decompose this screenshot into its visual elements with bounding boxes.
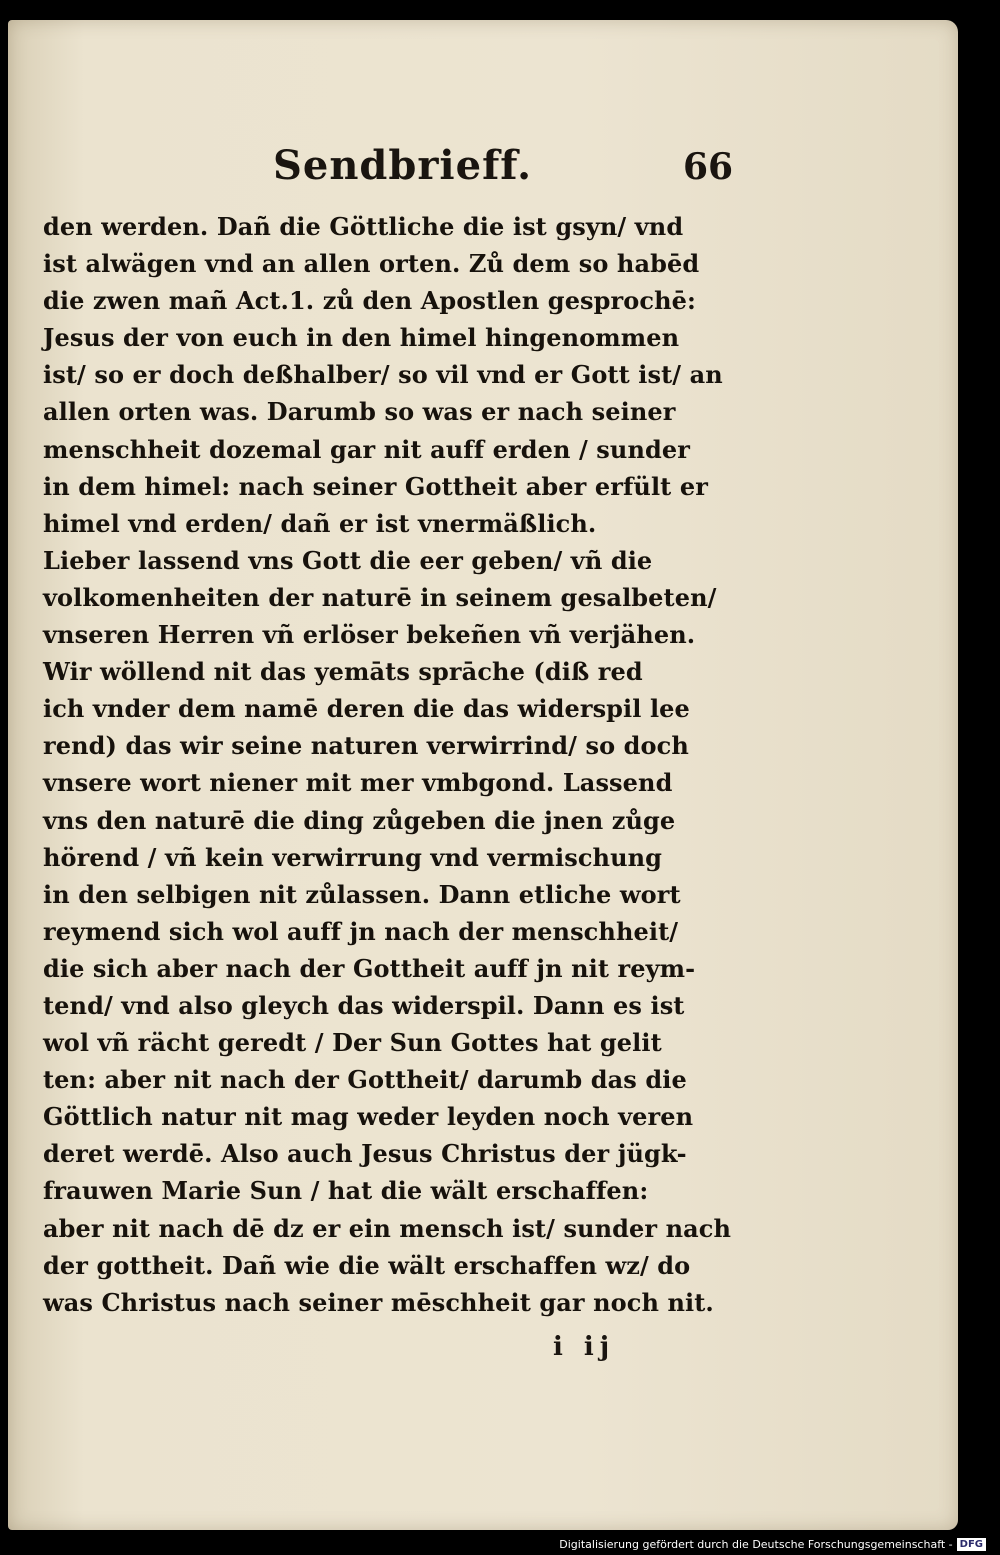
text-line: die zwen mañ Act.1. zů den Apostlen gesprochē:: [43, 286, 696, 316]
text-line: hörend / vñ kein verwirrung vnd vermischung: [43, 842, 663, 872]
signature-mark: i ij: [553, 1332, 616, 1362]
dfg-logo: DFG: [957, 1538, 986, 1551]
text-line: die sich aber nach der Gottheit auff jn nit reym-: [43, 953, 696, 983]
text-line: was Christus nach seiner mēschheit gar noch nit.: [43, 1287, 714, 1317]
page-number: 66: [683, 146, 734, 188]
text-line: ich vnder dem namē deren die das widerspil lee: [43, 694, 690, 724]
digitization-footer: [559, 1536, 986, 1552]
text-line: aber nit nach dē dz er ein mensch ist/ sunder nach: [43, 1213, 732, 1243]
running-head: Sendbrieff.: [273, 142, 532, 189]
text-line: ist/ so er doch deßhalber/ so vil vnd er Gott ist/ an: [43, 360, 723, 390]
text-line: himel vnd erden/ dañ er ist vnermäßlich.: [43, 508, 597, 538]
body-text: [43, 208, 732, 1321]
text-line: Wir wöllend nit das yemāts sprāche (diß red: [43, 657, 643, 687]
text-line: ten: aber nit nach der Gottheit/ darumb das die: [43, 1065, 687, 1095]
text-line: den werden. Dañ die Göttliche die ist gsyn/ vnd: [43, 212, 684, 241]
text-line: der gottheit. Dañ wie die wält erschaffen wz/ do: [43, 1250, 691, 1280]
text-line: Göttlich natur nit mag weder leyden noch veren: [43, 1102, 694, 1132]
book-page: [8, 20, 958, 1530]
text-line: Lieber lassend vns Gott die eer geben/ vñ die: [43, 545, 653, 575]
text-line: tend/ vnd also gleych das widerspil. Dann es ist: [43, 990, 685, 1020]
page-header: [273, 142, 743, 202]
text-line: reymend sich wol auff jn nach der menschheit/: [43, 916, 679, 946]
text-line: allen orten was. Darumb so was er nach seiner: [43, 397, 676, 427]
text-line: menschheit dozemal gar nit auff erden / sunder: [43, 434, 691, 464]
text-line: vnseren Herren vñ erlöser bekeñen vñ verjähen.: [43, 620, 696, 650]
text-line: frauwen Marie Sun / hat die wält erschaffen:: [43, 1176, 649, 1206]
text-line: volkomenheiten der naturē in seinem gesalbeten/: [43, 582, 717, 612]
text-line: vnsere wort niener mit mer vmbgond. Lassend: [43, 768, 673, 798]
funding-credit: Digitalisierung gefördert durch die Deutsche Forschungsgemeinschaft -: [559, 1537, 953, 1551]
text-line: in den selbigen nit zůlassen. Dann etliche wort: [43, 879, 681, 909]
text-line: rend) das wir seine naturen verwirrind/ so doch: [43, 731, 689, 761]
text-line: Jesus der von euch in den himel hingenommen: [43, 323, 680, 353]
text-line: deret werdē. Also auch Jesus Christus der jügk-: [43, 1139, 687, 1169]
text-line: in dem himel: nach seiner Gottheit aber erfült er: [43, 471, 708, 501]
text-line: ist alwägen vnd an allen orten. Zů dem so habēd: [43, 249, 700, 279]
text-line: wol vñ rächt geredt / Der Sun Gottes hat gelit: [43, 1028, 662, 1058]
text-line: vns den naturē die ding zůgeben die jnen zůge: [43, 805, 676, 835]
